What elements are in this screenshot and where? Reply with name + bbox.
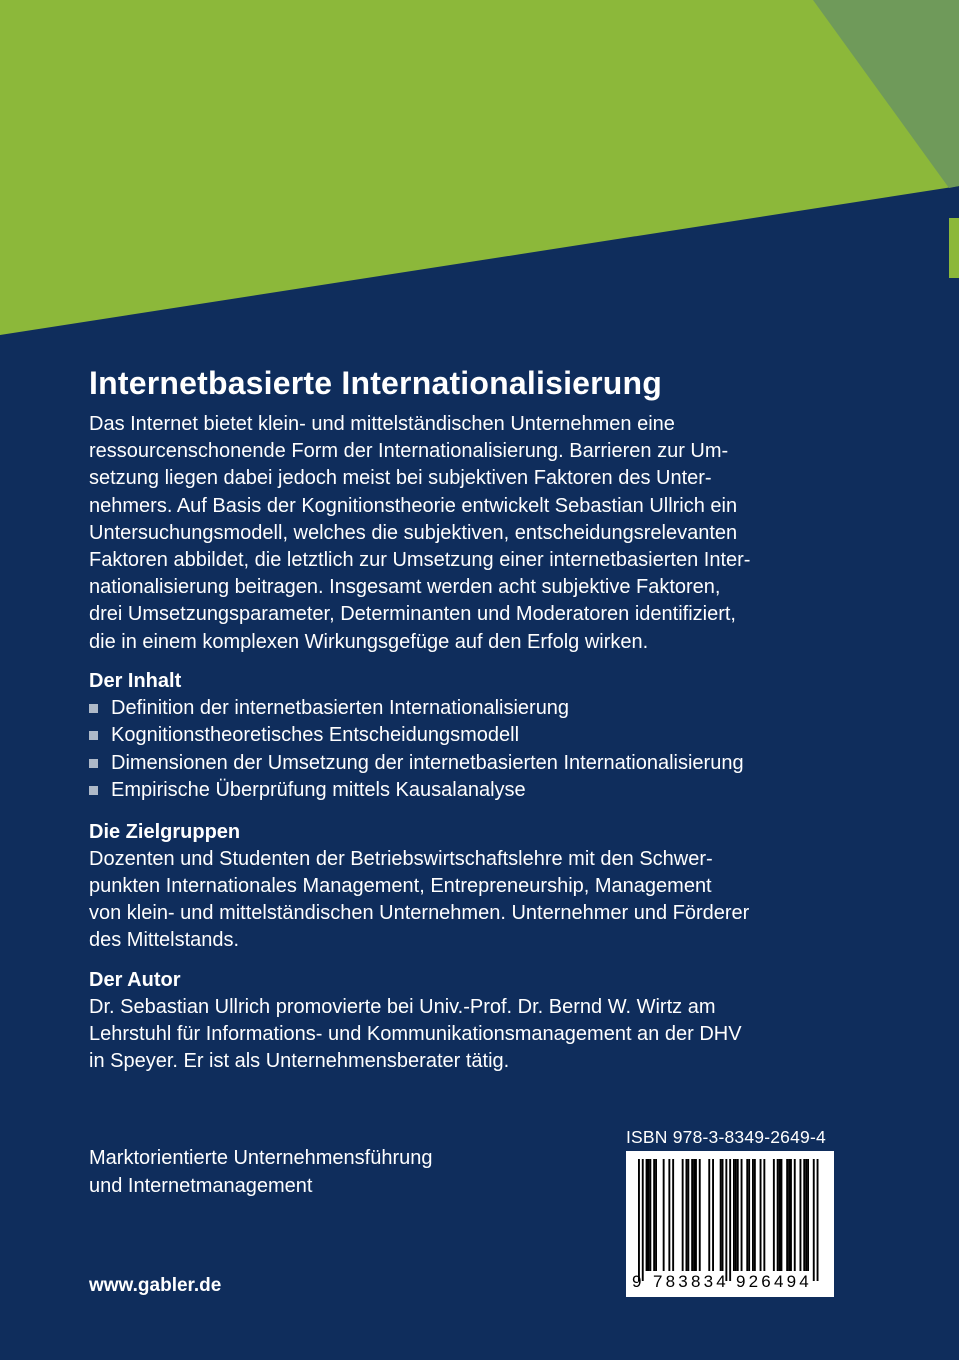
intro-line: nehmers. Auf Basis der Kognitionstheorie entwickelt Sebastian Ullrich ein [89, 494, 738, 517]
barcode-digit-group-right: 926494 [736, 1272, 812, 1291]
author-paragraph [89, 994, 829, 1076]
barcode-bar [712, 1159, 714, 1271]
barcode-bar [720, 1159, 722, 1271]
square-bullet-icon [89, 731, 98, 740]
barcode-bar [752, 1159, 754, 1271]
barcode-bar [754, 1159, 756, 1271]
barcode-bar [725, 1159, 727, 1281]
barcode-bar [763, 1159, 765, 1271]
target-groups-line: punkten Internationales Management, Entrepreneurship, Management [89, 875, 712, 898]
barcode-bar [786, 1159, 788, 1271]
barcode-bar [655, 1159, 657, 1271]
author-line: Dr. Sebastian Ullrich promovierte bei Univ.-Prof. Dr. Bernd W. Wirtz am [89, 995, 716, 1018]
barcode-bar [800, 1159, 802, 1271]
list-item-label: Definition der internetbasierten Internationalisierung [111, 696, 570, 719]
square-bullet-icon [89, 759, 98, 768]
barcode-bar [646, 1159, 648, 1271]
barcode-first-digit: 9 [632, 1272, 642, 1291]
contents-heading: Der Inhalt [89, 669, 182, 692]
isbn-label: ISBN 978-3-8349-2649-4 [626, 1127, 826, 1147]
barcode-bar [805, 1159, 807, 1271]
barcode-bar [708, 1159, 710, 1271]
barcode-bar [693, 1159, 695, 1271]
barcode-bar [803, 1159, 805, 1271]
barcode-bar [735, 1159, 737, 1271]
intro-paragraph [89, 411, 829, 656]
series-line: und Internetmanagement [89, 1175, 313, 1197]
series-line: Marktorientierte Unternehmensführung [89, 1147, 433, 1169]
barcode-bar [733, 1159, 735, 1271]
list-item-label: Kognitionstheoretisches Entscheidungsmodell [111, 724, 520, 747]
intro-line: Das Internet bietet klein- und mittelständischen Unternehmen eine [89, 413, 675, 435]
list-item [89, 695, 829, 723]
intro-line: nationalisierung beitragen. Insgesamt werden acht subjektive Faktoren, [89, 576, 721, 599]
publisher-website-link[interactable]: www.gabler.de [89, 1275, 222, 1296]
back-cover-text [89, 363, 829, 1075]
barcode-bar [653, 1159, 655, 1271]
intro-line: Untersuchungsmodell, welches die subjektiven, entscheidungsrelevanten [89, 521, 738, 544]
edge-green-marker [949, 218, 959, 278]
intro-line: drei Umsetzungsparameter, Determinanten und Moderatoren identifiziert, [89, 603, 736, 626]
list-item-label: Empirische Überprüfung mittels Kausalanalyse [111, 779, 526, 802]
author-heading: Der Autor [89, 968, 181, 991]
barcode-bar [691, 1159, 693, 1271]
barcode-bar [686, 1159, 688, 1271]
barcode-bar [638, 1159, 640, 1281]
intro-line: Faktoren abbildet, die letztlich zur Umsetzung einer internetbasierten Inter- [89, 549, 751, 572]
barcode-bar [741, 1159, 743, 1271]
barcode-bar [699, 1159, 701, 1271]
barcode-bar [649, 1159, 651, 1271]
barcode-bar [817, 1159, 819, 1281]
barcode-bar [729, 1159, 731, 1281]
target-groups-line: des Mittelstands. [89, 929, 240, 952]
barcode-bar [777, 1159, 779, 1271]
author-line: in Speyer. Er ist als Unternehmensberater tätig. [89, 1050, 510, 1073]
series-name [89, 1144, 433, 1200]
barcode-bar [648, 1159, 650, 1271]
list-item [89, 722, 829, 750]
target-groups-paragraph [89, 846, 829, 955]
barcode-digit-group-left: 783834 [653, 1272, 729, 1291]
barcode-bar [807, 1159, 809, 1271]
intro-line: die in einem komplexen Wirkungsgefüge auf den Erfolg wirken. [89, 630, 649, 653]
book-title: Internetbasierte Internationalisierung [89, 365, 663, 401]
barcode-bar [773, 1159, 775, 1271]
barcode-bar [781, 1159, 783, 1271]
list-item [89, 777, 829, 805]
author-line: Lehrstuhl für Informations- und Kommunikationsmanagement an der DHV [89, 1022, 742, 1045]
barcode-bar [794, 1159, 796, 1271]
barcode-bar [737, 1159, 739, 1271]
barcode-bar [790, 1159, 792, 1271]
list-item [89, 750, 829, 778]
target-groups-line: von klein- und mittelständischen Unternehmen. Unternehmer und Förderer [89, 902, 750, 925]
barcode-bar [746, 1159, 748, 1271]
barcode-bar [687, 1159, 689, 1271]
barcode-bar [695, 1159, 697, 1271]
contents-list [89, 695, 829, 805]
barcode-bar [779, 1159, 781, 1271]
barcode-bar [642, 1159, 644, 1281]
barcode-bar [813, 1159, 815, 1281]
barcode-bar [722, 1159, 724, 1271]
barcode-bar [663, 1159, 665, 1271]
barcode-bar [788, 1159, 790, 1271]
intro-line: ressourcenschonende Form der Internationalisierung. Barrieren zur Um- [89, 440, 729, 463]
barcode-bar [748, 1159, 750, 1271]
isbn-barcode [626, 1151, 834, 1297]
list-item-label: Dimensionen der Umsetzung der internetbasierten Internationalisierung [111, 751, 744, 774]
target-groups-heading: Die Zielgruppen [89, 820, 241, 843]
square-bullet-icon [89, 704, 98, 713]
square-bullet-icon [89, 786, 98, 795]
barcode-bar [668, 1159, 670, 1271]
intro-line: setzung liegen dabei jedoch meist bei subjektiven Faktoren des Unter- [89, 467, 712, 490]
barcode-bar [682, 1159, 684, 1271]
target-groups-line: Dozenten und Studenten der Betriebswirtschaftslehre mit den Schwer- [89, 847, 713, 870]
barcode-bar [672, 1159, 674, 1271]
barcode-bar [760, 1159, 762, 1271]
